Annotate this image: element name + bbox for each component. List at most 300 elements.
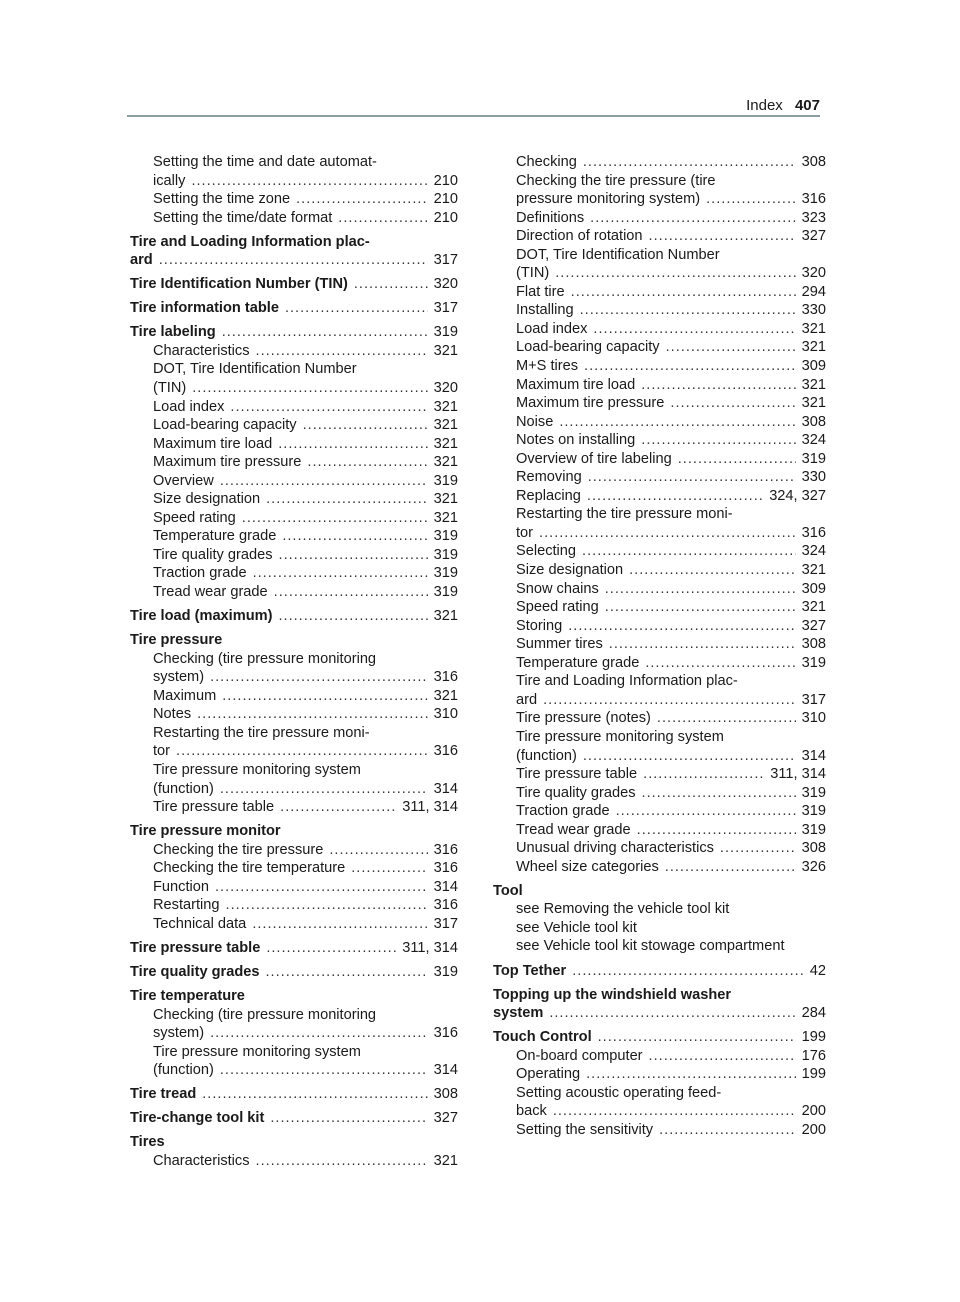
dot-leader: [242, 509, 428, 528]
dot-leader: [279, 546, 428, 565]
entry-text: Notes: [153, 706, 192, 723]
page-reference: 316: [433, 743, 458, 760]
page-reference: 321: [801, 599, 826, 616]
dot-leader: [222, 687, 427, 706]
entry-text: Tire temperature: [130, 987, 245, 1004]
dot-leader: [549, 1004, 795, 1023]
page-reference: 319: [433, 584, 458, 601]
page-reference: 308: [801, 840, 826, 857]
page-reference: 210: [433, 172, 458, 189]
entry-text: Restarting: [153, 897, 220, 914]
entry-text: Speed rating: [153, 509, 236, 526]
dot-leader: [587, 487, 763, 506]
dot-leader: [605, 598, 796, 617]
dot-leader: [643, 765, 764, 784]
entry-text: Selecting: [516, 543, 577, 560]
index-subentry: [493, 1121, 826, 1140]
dot-leader: [197, 705, 428, 724]
entry-text: Storing: [516, 617, 563, 634]
index-subentry: [493, 654, 826, 673]
dot-leader: [282, 527, 427, 546]
dot-leader: [191, 172, 427, 191]
index-entry: [493, 1028, 826, 1047]
dot-leader: [605, 580, 796, 599]
index-subentry: [130, 1043, 458, 1062]
page-reference: 321: [433, 491, 458, 508]
dot-leader: [582, 542, 796, 561]
entry-text: Maximum tire load: [153, 435, 273, 452]
page-reference: 210: [433, 191, 458, 208]
index-subentry: [493, 747, 826, 766]
index-subentry: [493, 617, 826, 636]
dot-leader: [285, 299, 428, 318]
entry-text: Notes on installing: [516, 432, 636, 449]
entry-text: (function): [153, 1062, 214, 1079]
index-subentry: [493, 153, 826, 172]
page-reference: 324: [801, 432, 826, 449]
index-entry: [130, 323, 458, 342]
index-subentry: [493, 283, 826, 302]
page-reference: 321: [433, 509, 458, 526]
entry-text: Load index: [153, 398, 225, 415]
entry-text: Setting the time/date format: [153, 209, 333, 226]
page-reference: 314: [433, 780, 458, 797]
index-entry: [130, 607, 458, 626]
entry-text: Tire quality grades: [130, 963, 260, 980]
index-subentry: [130, 742, 458, 761]
entry-text: pressure monitoring system): [516, 191, 701, 208]
dot-leader: [338, 209, 427, 228]
dot-leader: [629, 561, 796, 580]
entry-text: Tire-change tool kit: [130, 1110, 265, 1127]
index-subentry: [130, 209, 458, 228]
index-subentry: [493, 728, 826, 747]
page-reference: 319: [801, 803, 826, 820]
index-subentry: [130, 915, 458, 934]
entry-text: system): [153, 669, 205, 686]
entry-text: Maximum tire load: [516, 376, 636, 393]
entry-text: Temperature grade: [516, 654, 640, 671]
page-reference: 323: [801, 209, 826, 226]
index-entry: [130, 233, 458, 252]
index-subentry: [493, 338, 826, 357]
page-reference: 319: [433, 528, 458, 545]
dot-leader: [252, 915, 427, 934]
dot-leader: [641, 376, 795, 395]
entry-text: Tire pressure monitor: [130, 823, 281, 840]
index-subentry: [493, 919, 826, 938]
index-subentry: [493, 1084, 826, 1103]
dot-leader: [553, 1102, 796, 1121]
entry-text: Tire Identification Number (TIN): [130, 276, 348, 293]
dot-leader: [230, 398, 427, 417]
dot-leader: [580, 301, 796, 320]
dot-leader: [598, 1028, 796, 1047]
dot-leader: [572, 962, 804, 981]
index-subentry: [130, 1024, 458, 1043]
entry-text: Characteristics: [153, 342, 250, 359]
entry-text: Size designation: [153, 491, 261, 508]
dot-leader: [588, 468, 796, 487]
entry-text: Tire pressure: [130, 632, 223, 649]
page-reference: 320: [801, 265, 826, 282]
index-subentry: [130, 724, 458, 743]
page-reference: 210: [433, 209, 458, 226]
index-subentry: [130, 527, 458, 546]
index-subentry: [130, 583, 458, 602]
index-subentry: [130, 1006, 458, 1025]
header-rule: [127, 115, 820, 117]
entry-text: (TIN): [516, 265, 550, 282]
entry-text: Tire pressure monitoring system: [153, 761, 361, 778]
entry-text: Summer tires: [516, 636, 603, 653]
entry-text: Tire information table: [130, 300, 279, 317]
dot-leader: [329, 841, 427, 860]
entry-text: Size designation: [516, 562, 624, 579]
entry-text: Checking (tire pressure monitoring: [153, 650, 377, 667]
page-reference: 316: [433, 669, 458, 686]
dot-leader: [720, 839, 796, 858]
page-reference: 314: [433, 1062, 458, 1079]
index-subentry: [130, 564, 458, 583]
index-entry: [493, 1004, 826, 1023]
index-entry: [130, 963, 458, 982]
index-subentry: [493, 1102, 826, 1121]
entry-text: Maximum tire pressure: [516, 395, 665, 412]
page-reference: 319: [801, 784, 826, 801]
index-subentry: [130, 798, 458, 817]
index-subentry: [130, 650, 458, 669]
index-subentry: [493, 1047, 826, 1066]
entry-text: Top Tether: [493, 962, 567, 979]
index-subentry: [130, 1061, 458, 1080]
index-subentry: [493, 431, 826, 450]
index-column-left: [130, 153, 458, 1170]
page-reference: 176: [801, 1047, 826, 1064]
entry-text: Wheel size categories: [516, 858, 659, 875]
entry-text: Checking: [516, 154, 577, 170]
page-reference: 317: [433, 915, 458, 932]
page-reference: 310: [433, 706, 458, 723]
entry-text: Direction of rotation: [516, 228, 643, 245]
page-reference: 321: [801, 339, 826, 356]
index-subentry: [493, 672, 826, 691]
page-reference: 317: [801, 691, 826, 708]
dot-leader: [256, 342, 428, 361]
page-reference: 321: [433, 608, 458, 625]
page-reference: 326: [801, 858, 826, 875]
entry-text: Checking the tire temperature: [153, 860, 346, 877]
entry-text: Tire quality grades: [153, 546, 273, 563]
entry-text: Tire and Loading Information plac-: [516, 673, 738, 690]
dot-leader: [539, 524, 796, 543]
dot-leader: [642, 784, 796, 803]
page-reference: 321: [801, 562, 826, 579]
entry-text: ard: [130, 252, 153, 269]
index-subentry: [493, 394, 826, 413]
dot-leader: [649, 227, 796, 246]
page-reference: 327: [433, 1110, 458, 1127]
page-reference: 316: [801, 191, 826, 208]
page-reference: 316: [433, 897, 458, 914]
page-reference: 321: [433, 342, 458, 359]
dot-leader: [583, 153, 796, 172]
page-reference: 319: [801, 450, 826, 467]
dot-leader: [159, 251, 428, 270]
page-reference: 319: [801, 821, 826, 838]
page-reference: 321: [801, 320, 826, 337]
entry-text: back: [516, 1103, 547, 1120]
dot-leader: [210, 668, 428, 687]
index-entry: [130, 1109, 458, 1128]
entry-text: Noise: [516, 413, 554, 430]
page-reference: 321: [433, 1152, 458, 1169]
page-reference: 311, 314: [402, 939, 458, 956]
entry-text: Overview of tire labeling: [516, 450, 672, 467]
dot-leader: [253, 564, 428, 583]
page-reference: 321: [801, 376, 826, 393]
page-reference: 324, 327: [769, 487, 826, 504]
dot-leader: [256, 1152, 428, 1171]
entry-text: DOT, Tire Identification Number: [153, 361, 357, 378]
page-reference: 327: [801, 617, 826, 634]
entry-text: see Vehicle tool kit stowage compartment: [516, 938, 785, 955]
page-reference: 321: [433, 454, 458, 471]
entry-text: Tire pressure table: [153, 799, 275, 816]
dot-leader: [678, 450, 796, 469]
page-reference: 309: [801, 358, 826, 375]
entry-text: Traction grade: [153, 565, 247, 582]
index-subentry: [130, 453, 458, 472]
dot-leader: [555, 264, 795, 283]
dot-leader: [192, 379, 427, 398]
entry-text: Setting the time and date automat-: [153, 154, 377, 170]
dot-leader: [670, 394, 795, 413]
entry-text: (TIN): [153, 380, 187, 397]
entry-text: see Vehicle tool kit: [516, 919, 637, 936]
entry-text: Checking the tire pressure (tire: [516, 172, 716, 189]
page-reference: 308: [433, 1086, 458, 1103]
dot-leader: [706, 190, 796, 209]
index-subentry: [493, 505, 826, 524]
page-reference: 309: [801, 580, 826, 597]
index-subentry: [493, 172, 826, 191]
entry-text: Installing: [516, 302, 574, 319]
entry-text: DOT, Tire Identification Number: [516, 246, 720, 263]
page-reference: 321: [433, 398, 458, 415]
page-reference: 316: [433, 1025, 458, 1042]
entry-text: system): [153, 1025, 205, 1042]
dot-leader: [278, 607, 427, 626]
entry-text: tor: [516, 524, 534, 541]
entry-text: Tire quality grades: [516, 784, 636, 801]
dot-leader: [351, 859, 427, 878]
dot-leader: [274, 583, 428, 602]
dot-leader: [222, 323, 428, 342]
index-subentry: [130, 896, 458, 915]
entry-text: Checking the tire pressure: [153, 841, 324, 858]
index-subentry: [130, 342, 458, 361]
dot-leader: [220, 1061, 428, 1080]
dot-leader: [659, 1121, 796, 1140]
index-subentry: [493, 1065, 826, 1084]
page-reference: 321: [801, 395, 826, 412]
index-subentry: [493, 821, 826, 840]
page-reference: 320: [433, 380, 458, 397]
dot-leader: [226, 896, 428, 915]
entry-text: tor: [153, 743, 171, 760]
entry-text: Tire tread: [130, 1086, 197, 1103]
dot-leader: [649, 1047, 796, 1066]
index-entry: [130, 275, 458, 294]
index-subentry: [493, 227, 826, 246]
index-entry: [130, 939, 458, 958]
index-subentry: [130, 841, 458, 860]
index-subentry: [130, 435, 458, 454]
entry-text: ically: [153, 172, 186, 189]
index-entry: [130, 631, 458, 650]
index-subentry: [493, 709, 826, 728]
index-subentry: [493, 524, 826, 543]
page-reference: 321: [433, 687, 458, 704]
index-subentry: [130, 668, 458, 687]
entry-text: Topping up the windshield washer: [493, 986, 732, 1003]
entry-text: Overview: [153, 472, 214, 489]
dot-leader: [266, 963, 428, 982]
entry-text: Tread wear grade: [153, 584, 268, 601]
page-reference: 316: [433, 841, 458, 858]
page-number: 407: [794, 97, 820, 114]
index-subentry: [130, 172, 458, 191]
entry-text: Tool: [493, 882, 523, 899]
entry-text: Tire pressure monitoring system: [516, 728, 724, 745]
index-subentry: [493, 691, 826, 710]
page-reference: 311, 314: [770, 766, 826, 783]
dot-leader: [354, 275, 428, 294]
entry-text: Load-bearing capacity: [153, 417, 297, 434]
dot-leader: [220, 472, 428, 491]
index-subentry: [130, 780, 458, 799]
page-reference: 200: [801, 1121, 826, 1138]
dot-leader: [616, 802, 796, 821]
index-subentry: [130, 859, 458, 878]
index-subentry: [493, 542, 826, 561]
index-subentry: [493, 357, 826, 376]
page-reference: 319: [433, 565, 458, 582]
index-subentry: [130, 190, 458, 209]
index-subentry: [493, 900, 826, 919]
page-reference: 324: [801, 543, 826, 560]
page-reference: 314: [801, 747, 826, 764]
dot-leader: [568, 617, 795, 636]
entry-text: Snow chains: [516, 580, 599, 597]
entry-text: Characteristics: [153, 1152, 250, 1169]
index-subentry: [493, 839, 826, 858]
entry-text: Unusual driving characteristics: [516, 840, 714, 857]
index-subentry: [130, 761, 458, 780]
index-subentry: [493, 635, 826, 654]
entry-text: Setting acoustic operating feed-: [516, 1084, 722, 1101]
index-subentry: [493, 246, 826, 265]
index-subentry: [130, 878, 458, 897]
entry-text: Load index: [516, 320, 588, 337]
entry-text: Technical data: [153, 915, 247, 932]
index-subentry: [130, 687, 458, 706]
entry-text: Load-bearing capacity: [516, 339, 660, 356]
section-label: Index: [746, 97, 783, 114]
dot-leader: [641, 431, 795, 450]
entry-text: Maximum tire pressure: [153, 454, 302, 471]
entry-text: Tire load (maximum): [130, 608, 273, 625]
index-subentry: [493, 598, 826, 617]
page-reference: 319: [433, 324, 458, 341]
index-subentry: [130, 1152, 458, 1171]
entry-text: Definitions: [516, 209, 585, 226]
page-reference: 321: [433, 417, 458, 434]
entry-text: Removing: [516, 469, 582, 486]
dot-leader: [593, 320, 795, 339]
entry-text: Tread wear grade: [516, 821, 631, 838]
page-reference: 321: [433, 435, 458, 452]
entry-text: Tire pressure table: [516, 766, 638, 783]
page-reference: 316: [433, 860, 458, 877]
dot-leader: [571, 283, 796, 302]
dot-leader: [657, 709, 796, 728]
entry-text: Tire and Loading Information plac-: [130, 233, 370, 250]
page-reference: 284: [801, 1005, 826, 1022]
index-subentry: [493, 209, 826, 228]
index-subentry: [493, 858, 826, 877]
dot-leader: [202, 1085, 427, 1104]
index-subentry: [493, 765, 826, 784]
page-reference: 199: [801, 1029, 826, 1046]
entry-text: Temperature grade: [153, 528, 277, 545]
index-subentry: [493, 802, 826, 821]
page-reference: 316: [801, 524, 826, 541]
index-subentry: [493, 784, 826, 803]
page-reference: 308: [801, 636, 826, 653]
page-reference: 308: [801, 154, 826, 170]
index-entry: [493, 882, 826, 901]
page-reference: 319: [433, 963, 458, 980]
page-reference: 319: [433, 472, 458, 489]
entry-text: Tires: [130, 1134, 165, 1151]
entry-text: system: [493, 1005, 544, 1022]
dot-leader: [586, 1065, 796, 1084]
dot-leader: [559, 413, 795, 432]
index-subentry: [130, 379, 458, 398]
dot-leader: [278, 435, 427, 454]
index-subentry: [493, 937, 826, 956]
dot-leader: [543, 691, 796, 710]
entry-text: ard: [516, 691, 538, 708]
entry-text: Flat tire: [516, 283, 565, 300]
page-reference: 310: [801, 710, 826, 727]
index-subentry: [130, 472, 458, 491]
dot-leader: [584, 357, 796, 376]
entry-text: Operating: [516, 1066, 581, 1083]
dot-leader: [637, 821, 796, 840]
entry-text: Tire labeling: [130, 324, 216, 341]
index-entry: [130, 822, 458, 841]
entry-text: Tire pressure table: [130, 939, 261, 956]
page-reference: 308: [801, 413, 826, 430]
index-subentry: [130, 153, 458, 172]
page-reference: 294: [801, 283, 826, 300]
page-reference: 330: [801, 469, 826, 486]
entry-text: Replacing: [516, 487, 581, 504]
index-subentry: [493, 468, 826, 487]
